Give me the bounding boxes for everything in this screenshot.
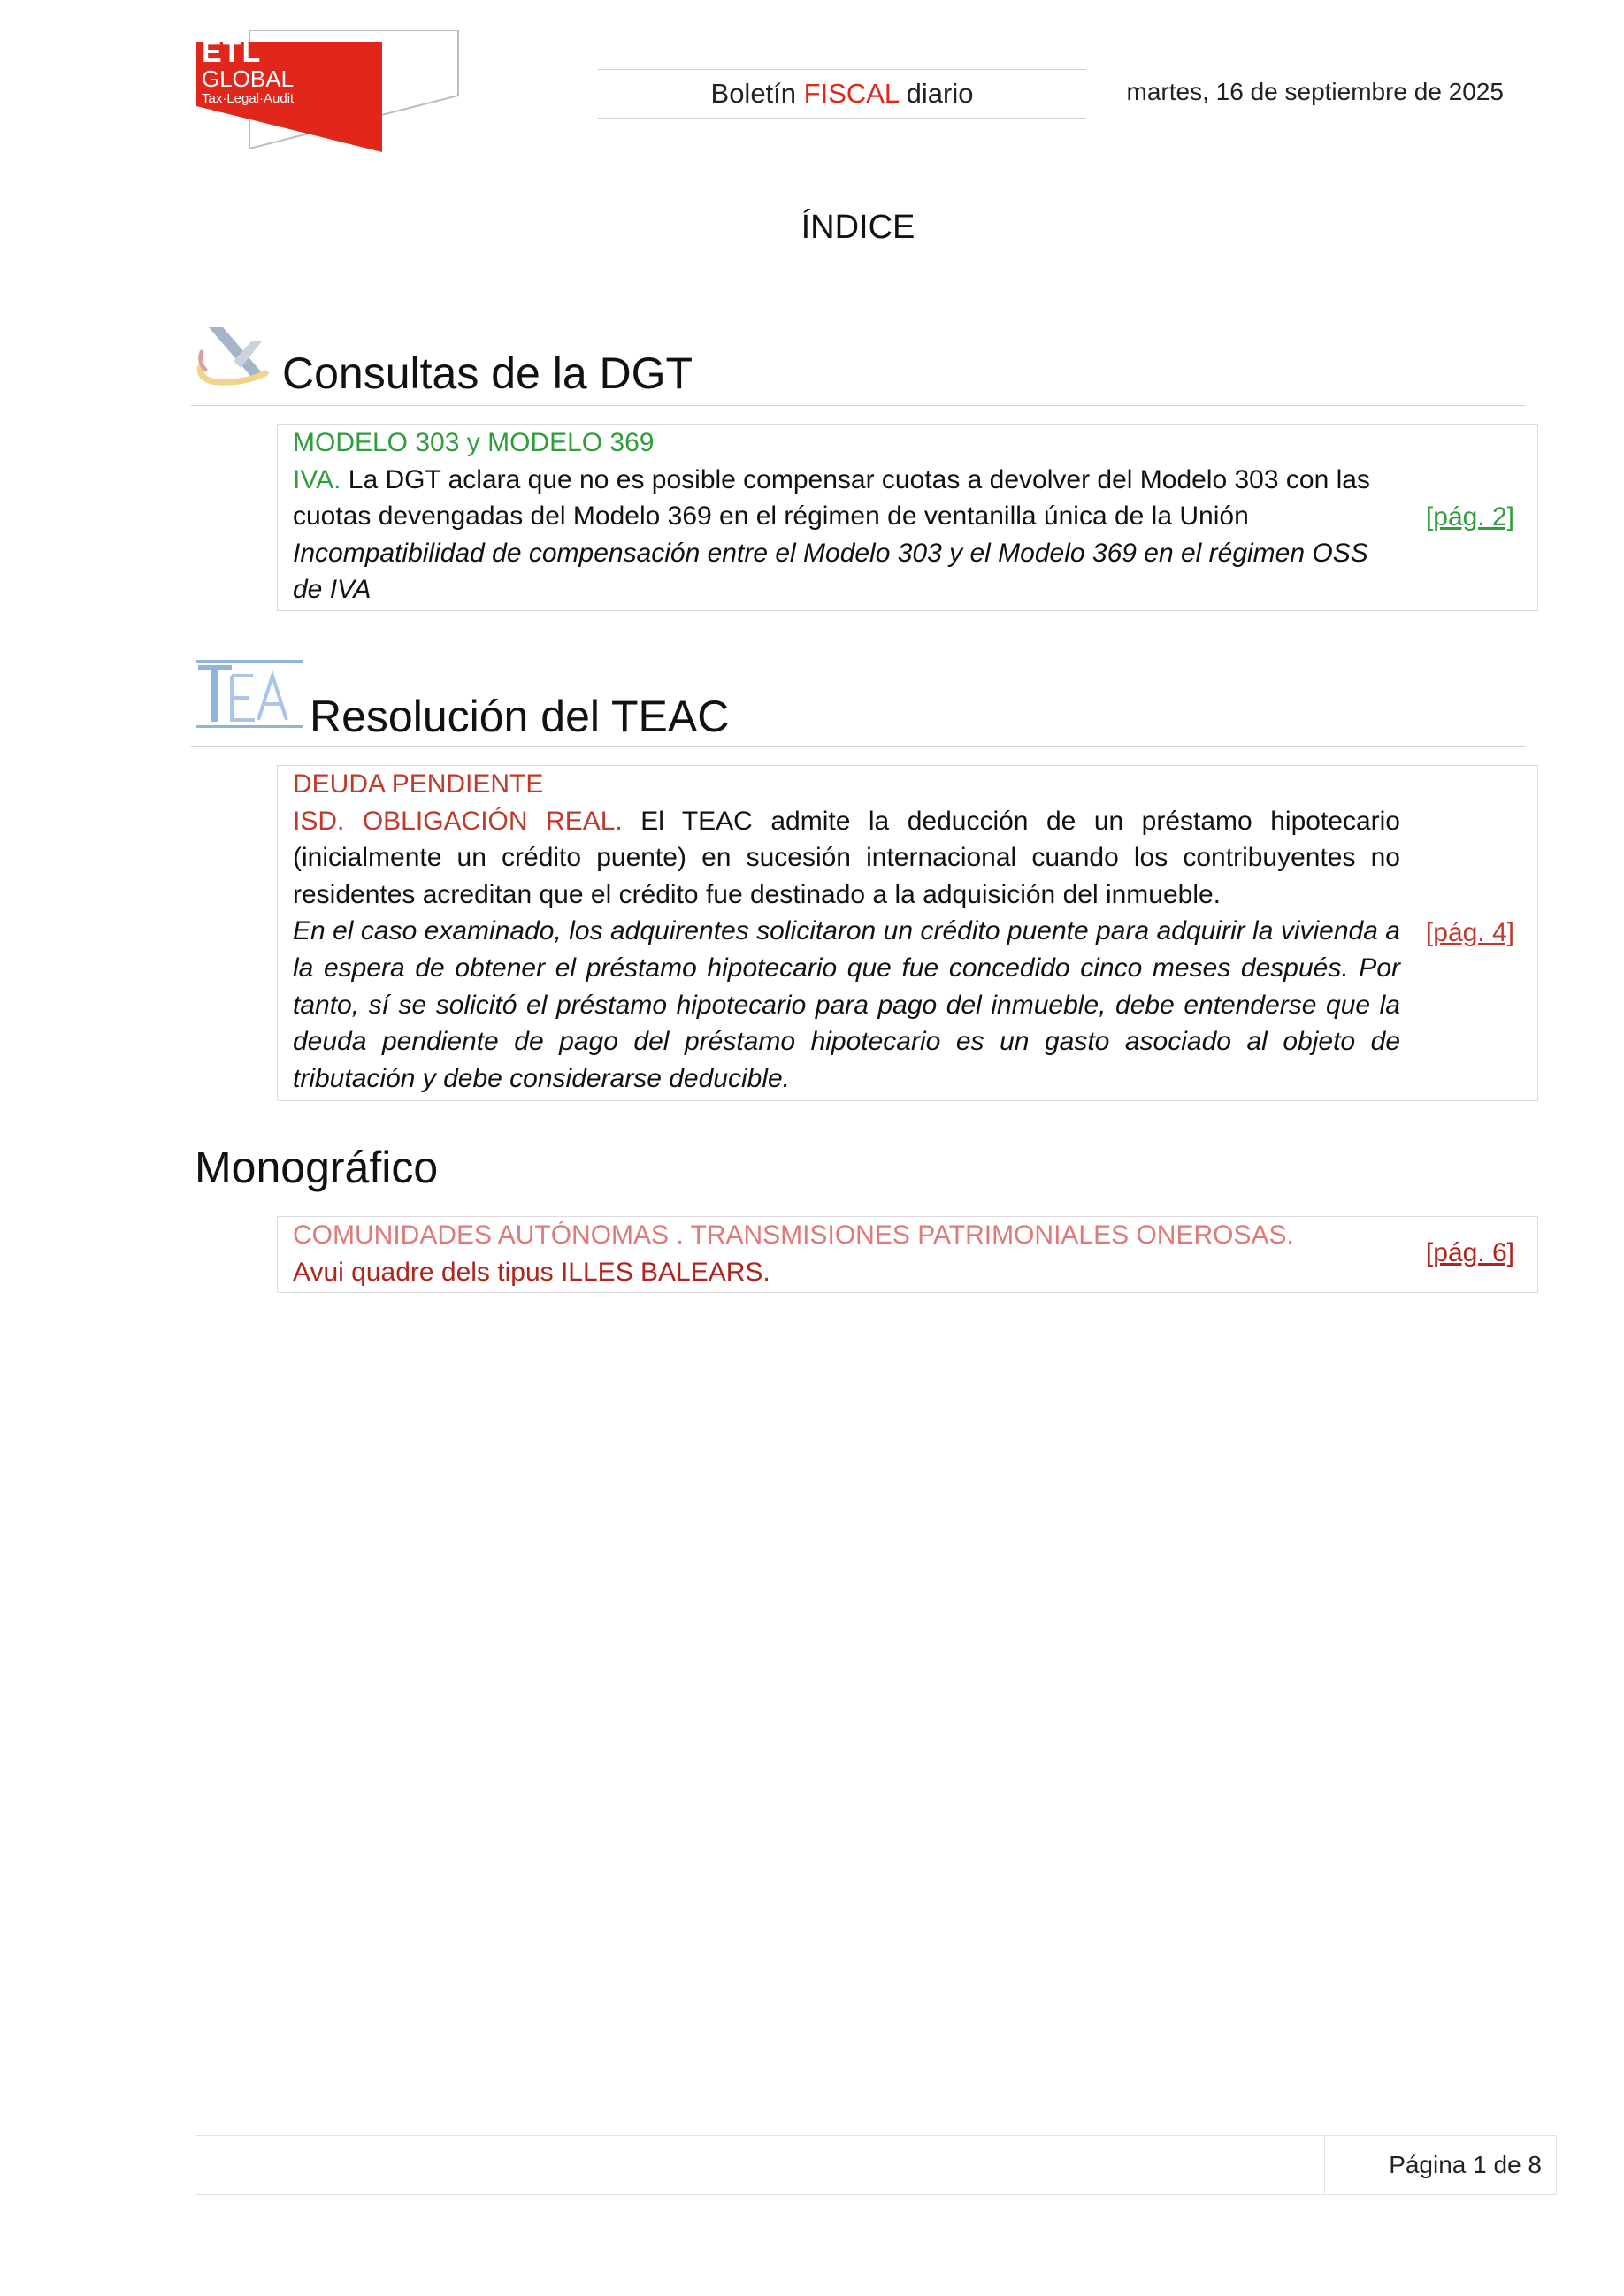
entry-category: DEUDA PENDIENTE xyxy=(293,769,544,799)
logo-tagline: Tax·Legal·Audit xyxy=(202,91,295,106)
logo-brand: ETL xyxy=(202,35,262,69)
page-link[interactable]: [pág. 6] xyxy=(1425,1238,1514,1267)
page-number: Página 1 de 8 xyxy=(1389,2151,1542,2178)
section-dgt-header xyxy=(191,311,1525,406)
footer-divider xyxy=(1324,2136,1325,2194)
entry-category: MODELO 303 y MODELO 369 xyxy=(293,428,655,457)
entry-italic-note: En el caso examinado, los adquirentes solicitaron un crédito puente para adquirir la vivienda a la espera de obtener el préstamo hipotecario que fue concedido cinco meses después. Por tanto, sí se solicitó el préstamo hipotecario para pago del inmueble, debe entenderse que la deuda pendiente de pago del préstamo hipotecario es un gasto asociado al objeto de tributación y debe considerarse deducible. xyxy=(293,916,1400,1093)
entry-body xyxy=(293,1217,1400,1290)
entry-body xyxy=(293,425,1400,608)
section-title: Consultas de la DGT xyxy=(282,348,693,398)
section-title: Monográfico xyxy=(195,1143,439,1192)
index-entry xyxy=(277,765,1538,1101)
entry-italic-note: Incompatibilidad de compensación entre el Modelo 303 y el Modelo 369 en el régimen OSS de IVA xyxy=(293,538,1368,605)
section-title: Resolución del TEAC xyxy=(310,692,730,741)
entry-category: COMUNIDADES AUTÓNOMAS . TRANSMISIONES PATRIMONIALES ONEROSAS. xyxy=(293,1221,1294,1250)
entry-summary-text: La DGT aclara que no es posible compensar cuotas a devolver del Modelo 303 con las cuotas devengadas del Modelo 369 en el régimen de ventanilla única de la Unión xyxy=(293,464,1370,532)
etl-global-logo xyxy=(196,30,463,156)
entry-lead: IVA. xyxy=(293,464,341,494)
logo-name: GLOBAL xyxy=(202,65,295,92)
page-link[interactable]: [pág. 2] xyxy=(1425,502,1514,532)
index-entry xyxy=(277,424,1538,611)
index-heading: ÍNDICE xyxy=(801,209,915,246)
section-monografico-header xyxy=(191,1123,1525,1198)
teac-logo-icon xyxy=(196,660,306,731)
entry-body xyxy=(293,766,1400,1097)
bulletin-title-prefix: Boletín xyxy=(710,78,804,109)
header-date: martes, 16 de septiembre de 2025 xyxy=(1126,78,1504,105)
entry-summary xyxy=(293,462,1400,535)
page-footer xyxy=(195,2135,1557,2195)
entry-lead: ISD. OBLIGACIÓN REAL. xyxy=(293,806,623,836)
section-teac-header xyxy=(191,656,1525,747)
page-link[interactable]: [pág. 4] xyxy=(1425,918,1514,947)
index-entry xyxy=(277,1216,1538,1293)
entry-summary-text: El TEAC admite la deducción de un préstamo hipotecario (inicialmente un crédito puente) en sucesión internacional cuando los contribuyentes no residentes acreditan que el crédito fue destinado a la adquisición del inmueble. xyxy=(293,806,1400,909)
bulletin-title xyxy=(598,69,1086,119)
aeat-logo-icon xyxy=(196,320,271,391)
entry-summary xyxy=(293,803,1400,914)
bulletin-title-suffix: diario xyxy=(899,78,974,109)
entry-lead: Avui quadre dels tipus ILLES BALEARS. xyxy=(293,1257,770,1287)
bulletin-title-accent: FISCAL xyxy=(803,78,900,109)
